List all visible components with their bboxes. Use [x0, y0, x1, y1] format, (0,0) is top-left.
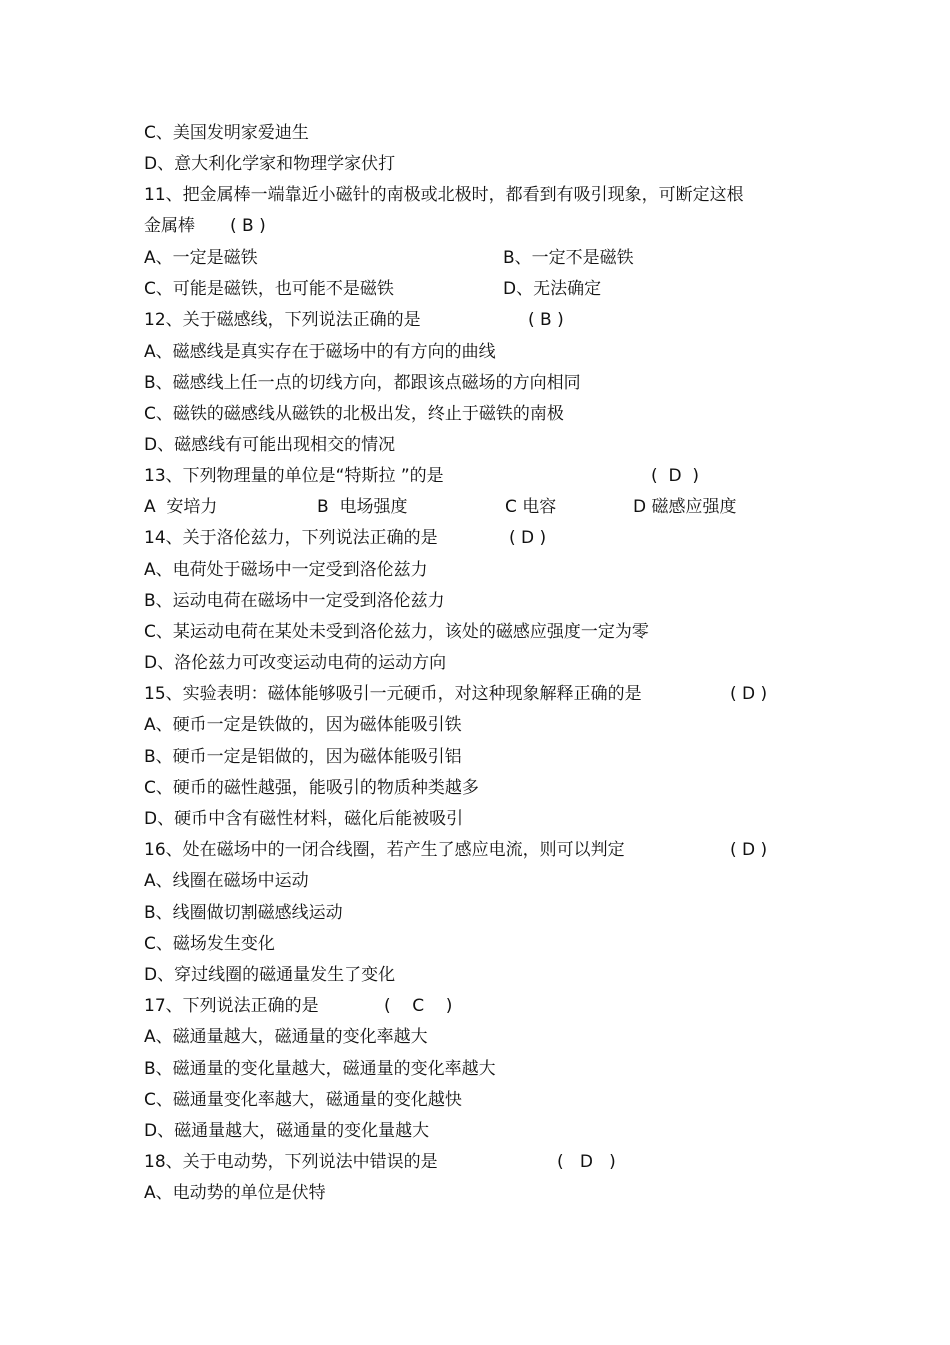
option-d-q17: D、磁通量越大，磁通量的变化量越大: [144, 1121, 430, 1141]
option-a-q14: A、电荷处于磁场中一定受到洛伦兹力: [144, 560, 428, 580]
question-14: 14、关于洛伦兹力，下列说法正确的是: [144, 528, 438, 548]
question-11: 11、把金属棒一端靠近小磁针的南极或北极时，都看到有吸引现象，可断定这根: [144, 185, 744, 205]
option-c-q12: C、磁铁的磁感线从磁铁的北极出发，终止于磁铁的南极: [144, 404, 564, 424]
option-b-q13: B 电场强度: [317, 497, 408, 517]
option-b-q17: B、磁通量的变化量越大，磁通量的变化率越大: [144, 1059, 496, 1079]
option-b-q12: B、磁感线上任一点的切线方向，都跟该点磁场的方向相同: [144, 373, 581, 393]
option-c-q16: C、磁场发生变化: [144, 934, 275, 954]
option-c-q15: C、硬币的磁性越强，能吸引的物质种类越多: [144, 778, 479, 798]
option-b-q11: B、一定不是磁铁: [503, 248, 634, 268]
option-d-q16: D、穿过线圈的磁通量发生了变化: [144, 965, 396, 985]
option-a-q16: A、线圈在磁场中运动: [144, 871, 309, 891]
option-c-q17: C、磁通量变化率越大，磁通量的变化越快: [144, 1090, 462, 1110]
option-d-q11: D、无法确定: [503, 279, 602, 299]
option-d-q15: D、硬币中含有磁性材料，磁化后能被吸引: [144, 809, 464, 829]
question-18: 18、关于电动势，下列说法中错误的是: [144, 1152, 438, 1172]
option-d-q12: D、磁感线有可能出现相交的情况: [144, 435, 396, 455]
option-c-q10: C、美国发明家爱迪生: [144, 123, 309, 143]
option-c-q11: C、可能是磁铁，也可能不是磁铁: [144, 279, 394, 299]
question-12: 12、关于磁感线，下列说法正确的是: [144, 310, 421, 330]
question-15: 15、实验表明：磁体能够吸引一元硬币，对这种现象解释正确的是: [144, 684, 642, 704]
answer-14: ( D ): [509, 528, 547, 548]
answer-11: ( B ): [230, 216, 266, 236]
option-c-q14: C、某运动电荷在某处未受到洛伦兹力，该处的磁感应强度一定为零: [144, 622, 649, 642]
question-17: 17、下列说法正确的是: [144, 996, 319, 1016]
option-d-q10: D、意大利化学家和物理学家伏打: [144, 154, 396, 174]
option-a-q13: A 安培力: [144, 497, 218, 517]
option-a-q11: A、一定是磁铁: [144, 248, 258, 268]
option-a-q17: A、磁通量越大，磁通量的变化率越大: [144, 1027, 428, 1047]
answer-17: ( C ): [384, 996, 453, 1016]
question-11-cont: 金属棒: [144, 216, 195, 236]
option-a-q15: A、硬币一定是铁做的，因为磁体能吸引铁: [144, 715, 462, 735]
option-a-q18: A、电动势的单位是伏特: [144, 1183, 326, 1203]
question-13: 13、下列物理量的单位是“特斯拉 ”的是: [144, 466, 444, 486]
answer-12: ( B ): [528, 310, 564, 330]
answer-13: ( D ): [651, 466, 699, 486]
option-d-q14: D、洛伦兹力可改变运动电荷的运动方向: [144, 653, 447, 673]
answer-15: ( D ): [730, 684, 768, 704]
option-b-q15: B、硬币一定是铝做的，因为磁体能吸引铝: [144, 747, 462, 767]
answer-16: ( D ): [730, 840, 768, 860]
answer-18: ( D ): [557, 1152, 616, 1172]
question-16: 16、处在磁场中的一闭合线圈，若产生了感应电流，则可以判定: [144, 840, 625, 860]
option-d-q13: D 磁感应强度: [633, 497, 737, 517]
option-b-q14: B、运动电荷在磁场中一定受到洛伦兹力: [144, 591, 445, 611]
option-b-q16: B、线圈做切割磁感线运动: [144, 903, 343, 923]
option-c-q13: C 电容: [505, 497, 557, 517]
option-a-q12: A、磁感线是真实存在于磁场中的有方向的曲线: [144, 342, 496, 362]
